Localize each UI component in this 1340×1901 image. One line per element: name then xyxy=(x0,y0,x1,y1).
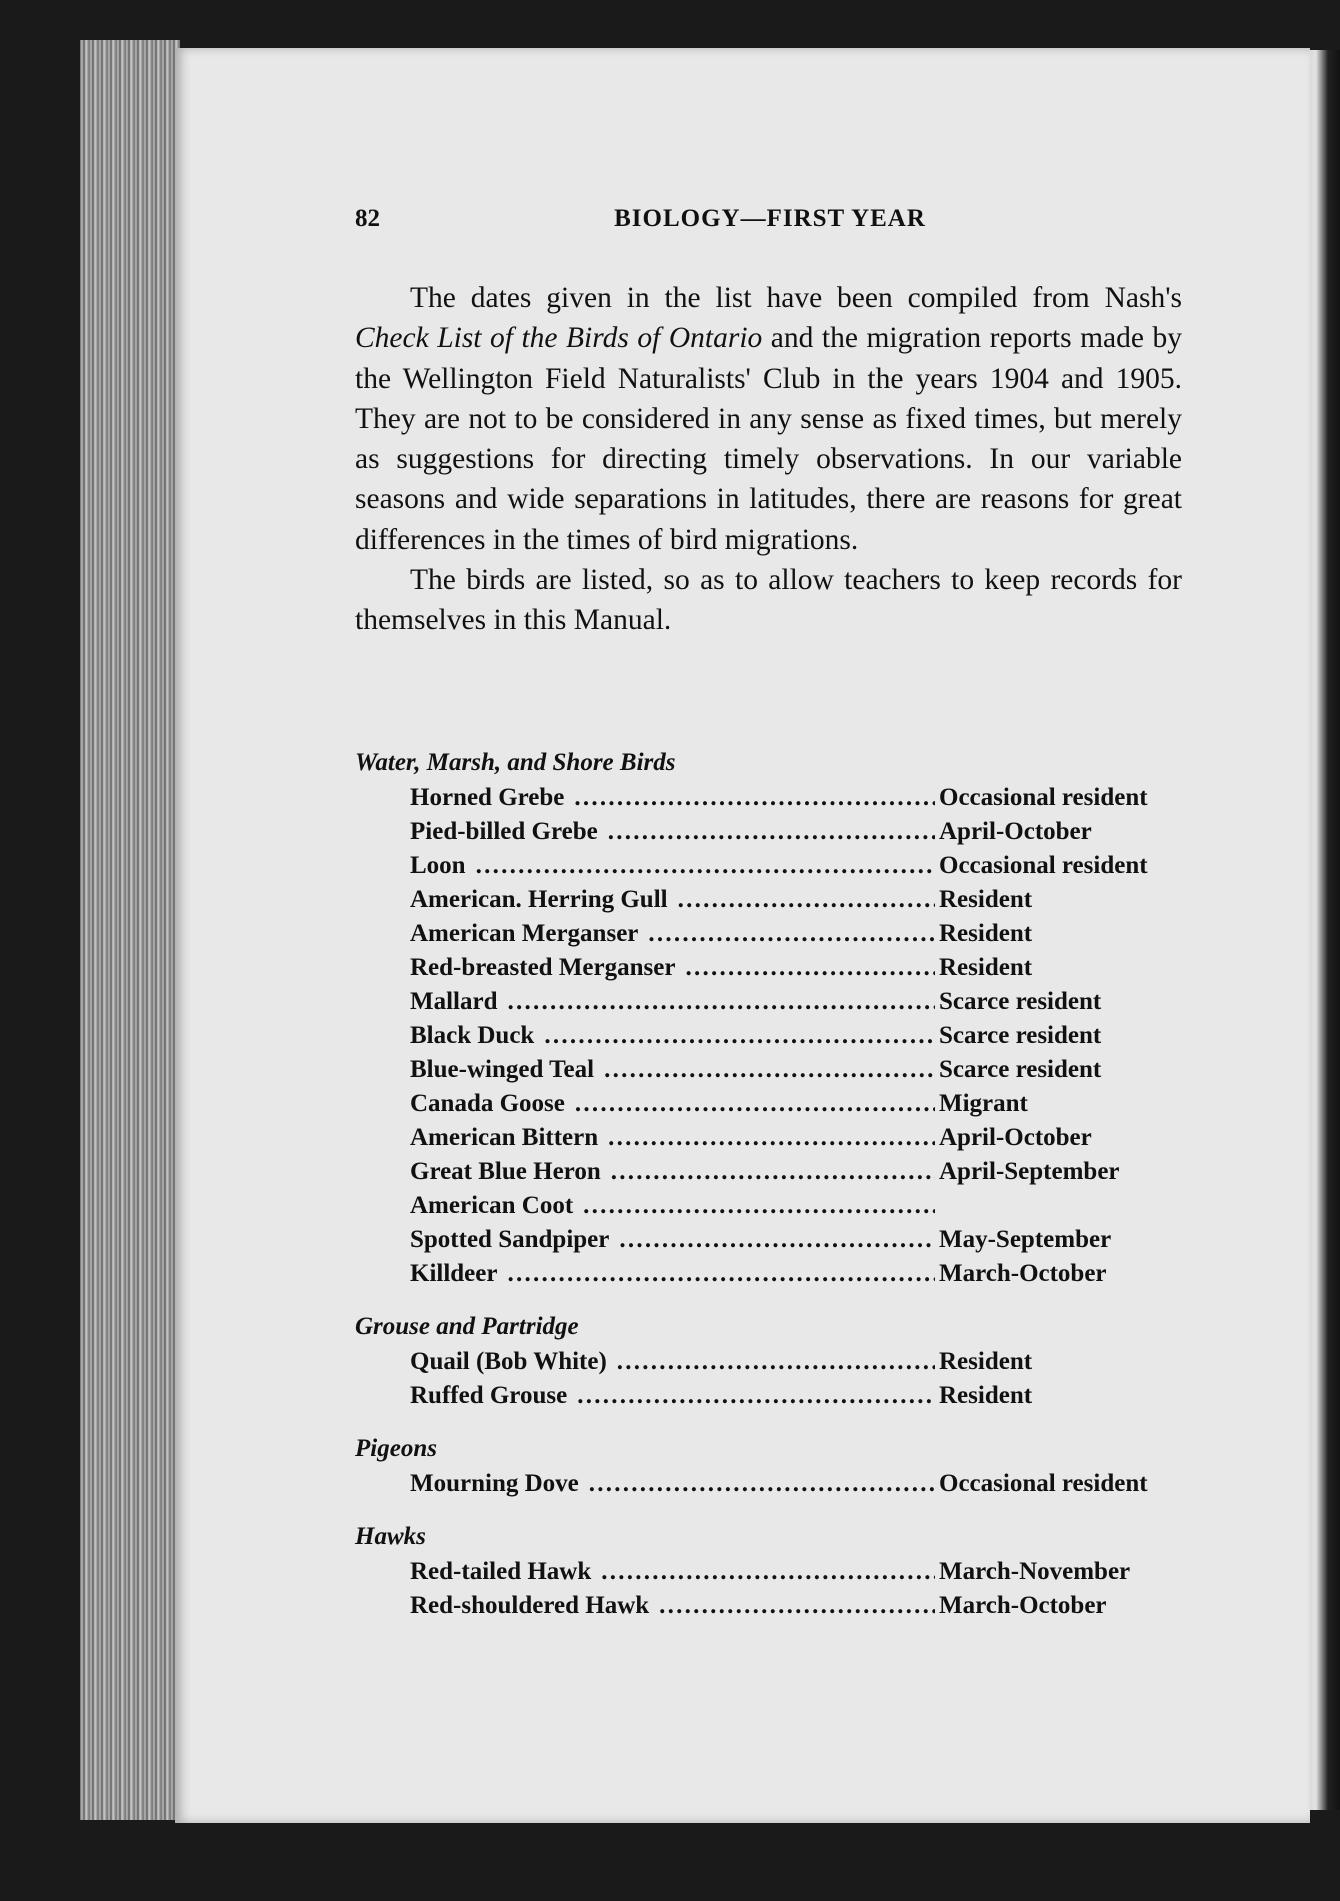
intro-text-part: The dates given in the list have been compiled from Nash's xyxy=(410,282,1182,314)
bird-group xyxy=(355,1431,1175,1501)
bird-status: Resident xyxy=(939,1382,1033,1409)
bird-row xyxy=(355,1555,1175,1589)
bird-status: March-October xyxy=(939,1592,1107,1619)
bird-name: American Coot xyxy=(410,1192,574,1219)
group-title: Hawks xyxy=(355,1523,426,1550)
bird-name: Great Blue Heron xyxy=(410,1158,601,1185)
dot-leader xyxy=(583,1189,935,1223)
bird-status: Occasional resident xyxy=(939,1470,1148,1497)
bird-row xyxy=(355,1257,1175,1291)
bird-row xyxy=(355,849,1175,883)
bird-group xyxy=(355,745,1175,1291)
bird-status: Scarce resident xyxy=(939,1022,1102,1049)
bird-row xyxy=(355,951,1175,985)
dot-leader xyxy=(575,1087,935,1121)
bird-row xyxy=(355,1223,1175,1257)
bird-row xyxy=(355,1379,1175,1413)
bird-status: April-October xyxy=(939,818,1092,845)
bird-name: Red-shouldered Hawk xyxy=(410,1592,650,1619)
dot-leader xyxy=(574,781,935,815)
dot-leader xyxy=(685,951,935,985)
bird-row xyxy=(355,1189,1175,1223)
group-title: Water, Marsh, and Shore Birds xyxy=(355,749,676,776)
dot-leader xyxy=(678,883,935,917)
bird-status: Occasional resident xyxy=(939,852,1148,879)
bird-status: Resident xyxy=(939,920,1033,947)
intro-text xyxy=(355,278,1182,641)
bird-row xyxy=(355,1019,1175,1053)
dot-leader xyxy=(648,917,935,951)
intro-text-part: and the migration reports made by the Wellington Field Naturalists' Club in the years 1904 and 1905. They are not to be considered in any sense as fixed times, but merely as suggestions for directing timely observations. In our variable seasons and wide separations in latitudes, there are reasons for great differences in the times of bird migrations. xyxy=(355,322,1182,556)
intro-paragraph-1 xyxy=(355,278,1182,560)
bird-row xyxy=(355,1345,1175,1379)
bird-row xyxy=(355,1467,1175,1501)
bird-row xyxy=(355,815,1175,849)
bird-name: Horned Grebe xyxy=(410,784,565,811)
bird-row xyxy=(355,1589,1175,1623)
bird-status: Resident xyxy=(939,886,1033,913)
group-title: Grouse and Partridge xyxy=(355,1313,579,1340)
dot-leader xyxy=(601,1555,935,1589)
dot-leader xyxy=(544,1019,935,1053)
bird-group xyxy=(355,1309,1175,1413)
bird-name: American Merganser xyxy=(410,920,639,947)
group-title: Pigeons xyxy=(355,1435,437,1462)
bird-list xyxy=(355,745,1175,1641)
book-spine-edge xyxy=(80,40,180,1820)
bird-name: Spotted Sandpiper xyxy=(410,1226,610,1253)
bird-name: Red-breasted Merganser xyxy=(410,954,676,981)
bird-row xyxy=(355,1053,1175,1087)
bird-name: American Bittern xyxy=(410,1124,599,1151)
bird-name: Canada Goose xyxy=(410,1090,565,1117)
bird-name: Mallard xyxy=(410,988,498,1015)
dot-leader xyxy=(659,1589,935,1623)
bird-status: Migrant xyxy=(939,1090,1028,1117)
bird-name: Mourning Dove xyxy=(410,1470,579,1497)
dot-leader xyxy=(604,1053,935,1087)
bird-group xyxy=(355,1519,1175,1623)
bird-row xyxy=(355,917,1175,951)
bird-name: Killdeer xyxy=(410,1260,498,1287)
dot-leader xyxy=(617,1345,935,1379)
dot-leader xyxy=(611,1155,935,1189)
bird-status: Resident xyxy=(939,954,1033,981)
dot-leader xyxy=(508,985,936,1019)
bird-status: March-October xyxy=(939,1260,1107,1287)
intro-paragraph-2: The birds are listed, so as to allow teachers to keep records for themselves in this Manual. xyxy=(355,564,1182,637)
bird-status: Scarce resident xyxy=(939,1056,1102,1083)
dot-leader xyxy=(608,1121,935,1155)
bird-name: Black Duck xyxy=(410,1022,535,1049)
page-number: 82 xyxy=(355,205,380,232)
bird-name: American. Herring Gull xyxy=(410,886,668,913)
bird-name: Blue-winged Teal xyxy=(410,1056,595,1083)
bird-row xyxy=(355,1155,1175,1189)
bird-row xyxy=(355,781,1175,815)
page-header xyxy=(355,205,1185,245)
bird-name: Loon xyxy=(410,852,466,879)
bird-row xyxy=(355,985,1175,1019)
dot-leader xyxy=(619,1223,935,1257)
dot-leader xyxy=(507,1257,935,1291)
bird-status: May-September xyxy=(939,1226,1112,1253)
bird-row xyxy=(355,883,1175,917)
bird-name: Pied-billed Grebe xyxy=(410,818,598,845)
bird-status: Resident xyxy=(939,1348,1033,1375)
dot-leader xyxy=(608,815,935,849)
bird-name: Ruffed Grouse xyxy=(410,1382,568,1409)
bird-status: Occasional resident xyxy=(939,784,1148,811)
dot-leader xyxy=(577,1379,935,1413)
bird-name: Quail (Bob White) xyxy=(410,1348,607,1375)
bird-status: April-September xyxy=(939,1158,1120,1185)
book-title-reference: Check List of the Birds of Ontario xyxy=(355,322,763,355)
bird-row xyxy=(355,1121,1175,1155)
bird-status: Scarce resident xyxy=(939,988,1102,1015)
bird-name: Red-tailed Hawk xyxy=(410,1558,592,1585)
bird-status: March-November xyxy=(939,1558,1131,1585)
running-title: BIOLOGY—FIRST YEAR xyxy=(614,205,926,232)
dot-leader xyxy=(589,1467,935,1501)
dot-leader xyxy=(476,849,935,883)
bird-status: April-October xyxy=(939,1124,1092,1151)
bird-row xyxy=(355,1087,1175,1121)
